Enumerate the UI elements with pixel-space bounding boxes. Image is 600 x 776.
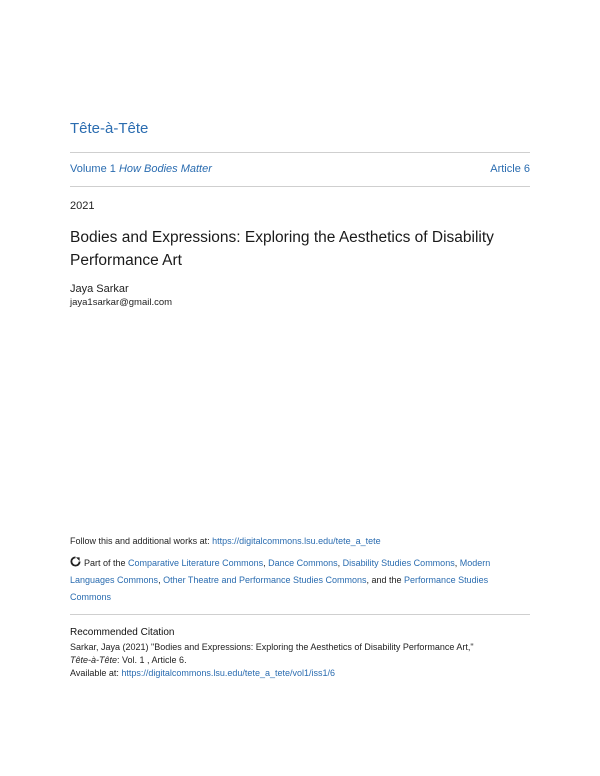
volume-row [70, 163, 530, 175]
divider [70, 614, 530, 615]
divider [70, 152, 530, 153]
commons-link-comparative-literature[interactable]: Comparative Literature Commons [128, 558, 264, 568]
citation-journal: Tête-à-Tête [70, 655, 118, 665]
follow-line [70, 536, 381, 546]
citation-line-1: Sarkar, Jaya (2021) "Bodies and Expressions: Exploring the Aesthetics of Disability Performance Art," [70, 642, 474, 652]
commons-link-dance[interactable]: Dance Commons [268, 558, 338, 568]
commons-link-disability-studies[interactable]: Disability Studies Commons [342, 558, 455, 568]
divider [70, 186, 530, 187]
separator: , [158, 575, 164, 585]
commons-link-other-theatre[interactable]: Other Theatre and Performance Studies Commons [163, 575, 367, 585]
author-email: jaya1sarkar@gmail.com [70, 297, 173, 308]
commons-link-modern-languages[interactable]: Modern Languages Commons [70, 558, 491, 585]
separator: , [454, 558, 460, 568]
citation-line-3 [70, 667, 530, 680]
volume-label: Volume 1 [70, 163, 116, 175]
part-of-block [70, 555, 530, 606]
citation-vol: : Vol. 1 , Article 6. [117, 655, 187, 665]
commons-link-performance-studies[interactable]: Performance Studies Commons [70, 575, 489, 602]
issue-title: How Bodies Matter [118, 163, 212, 175]
author-name: Jaya Sarkar [70, 283, 129, 295]
open-access-icon [70, 556, 81, 567]
citation-link[interactable]: https://digitalcommons.lsu.edu/tete_a_tete/vol1/iss1/6 [121, 668, 335, 678]
article-link[interactable]: Article 6 [490, 163, 530, 175]
separator: , [337, 558, 343, 568]
follow-text: Follow this and additional works at: [70, 536, 213, 546]
journal-title[interactable]: Tête-à-Tête [70, 120, 149, 137]
citation-text [70, 641, 530, 680]
citation-line-2 [70, 654, 530, 667]
follow-link[interactable]: https://digitalcommons.lsu.edu/tete_a_tete [212, 536, 381, 546]
article-title: Bodies and Expressions: Exploring the Aesthetics of Disability Performance Art [70, 229, 494, 269]
and-the-text: , and the [366, 575, 405, 585]
available-prefix: Available at: [70, 668, 122, 678]
publication-year: 2021 [70, 200, 95, 212]
citation-heading: Recommended Citation [70, 627, 175, 638]
separator: , [263, 558, 269, 568]
volume-link[interactable] [70, 163, 212, 175]
part-of-prefix: Part of the [84, 558, 129, 568]
